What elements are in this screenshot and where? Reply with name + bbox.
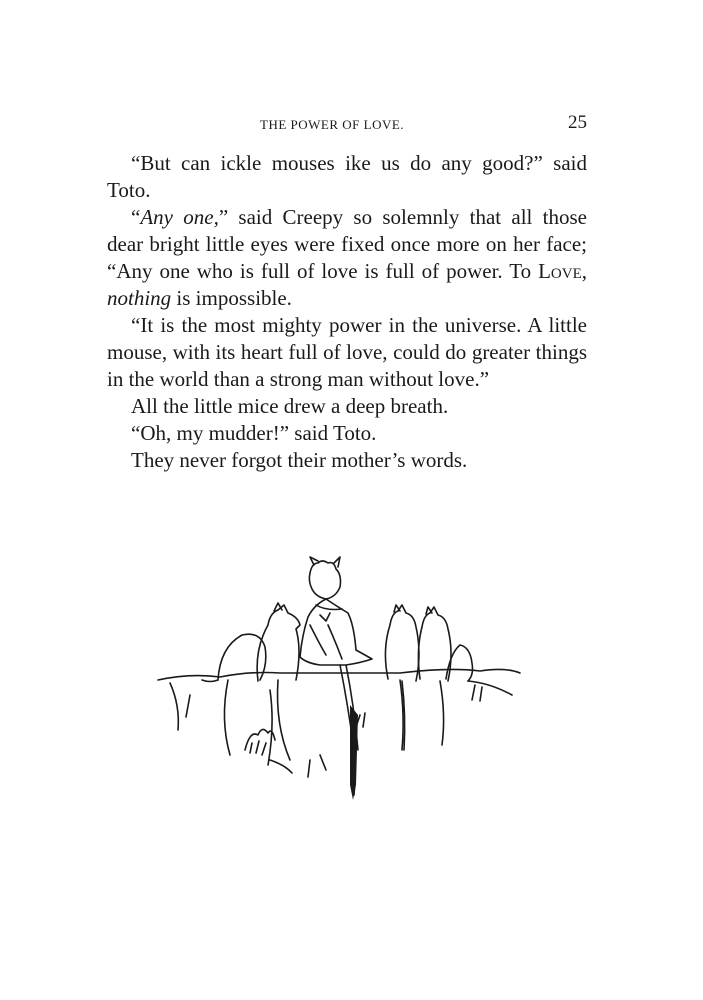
mice-on-wall-illustration xyxy=(150,555,530,805)
p2-emphasis-any-one: Any one, xyxy=(140,205,219,229)
paragraph-5: “Oh, my mudder!” said Toto. xyxy=(131,421,377,445)
page-number: 25 xyxy=(568,112,587,133)
paragraph-4: All the little mice drew a deep breath. xyxy=(131,394,449,418)
paragraph-6: They never forgot their mother’s words. xyxy=(131,448,468,472)
running-title: THE POWER OF LOVE. xyxy=(260,117,405,132)
p2-quote-open: “ xyxy=(131,205,141,229)
body-text xyxy=(107,150,587,474)
p2-love-small-caps: Love xyxy=(538,259,582,283)
paragraph-3: “It is the most mighty power in the universe. A little mouse, with its heart full of love, could do greater things in the world than a strong man without love.” xyxy=(107,313,587,391)
p2-text-b: ” said Creepy so solemnly that all those dear bright little eyes were fixed once more on her face; “Any one who is full of love is full of power. To xyxy=(107,205,587,283)
p2-text-c: , xyxy=(581,259,587,283)
p2-text-d: is impossible. xyxy=(171,286,292,310)
p2-emphasis-nothing: nothing xyxy=(107,286,172,310)
page-header xyxy=(107,112,587,136)
paragraph-1: “But can ickle mouses ike us do any good?” said Toto. xyxy=(107,151,587,202)
paragraph-2 xyxy=(107,204,587,312)
